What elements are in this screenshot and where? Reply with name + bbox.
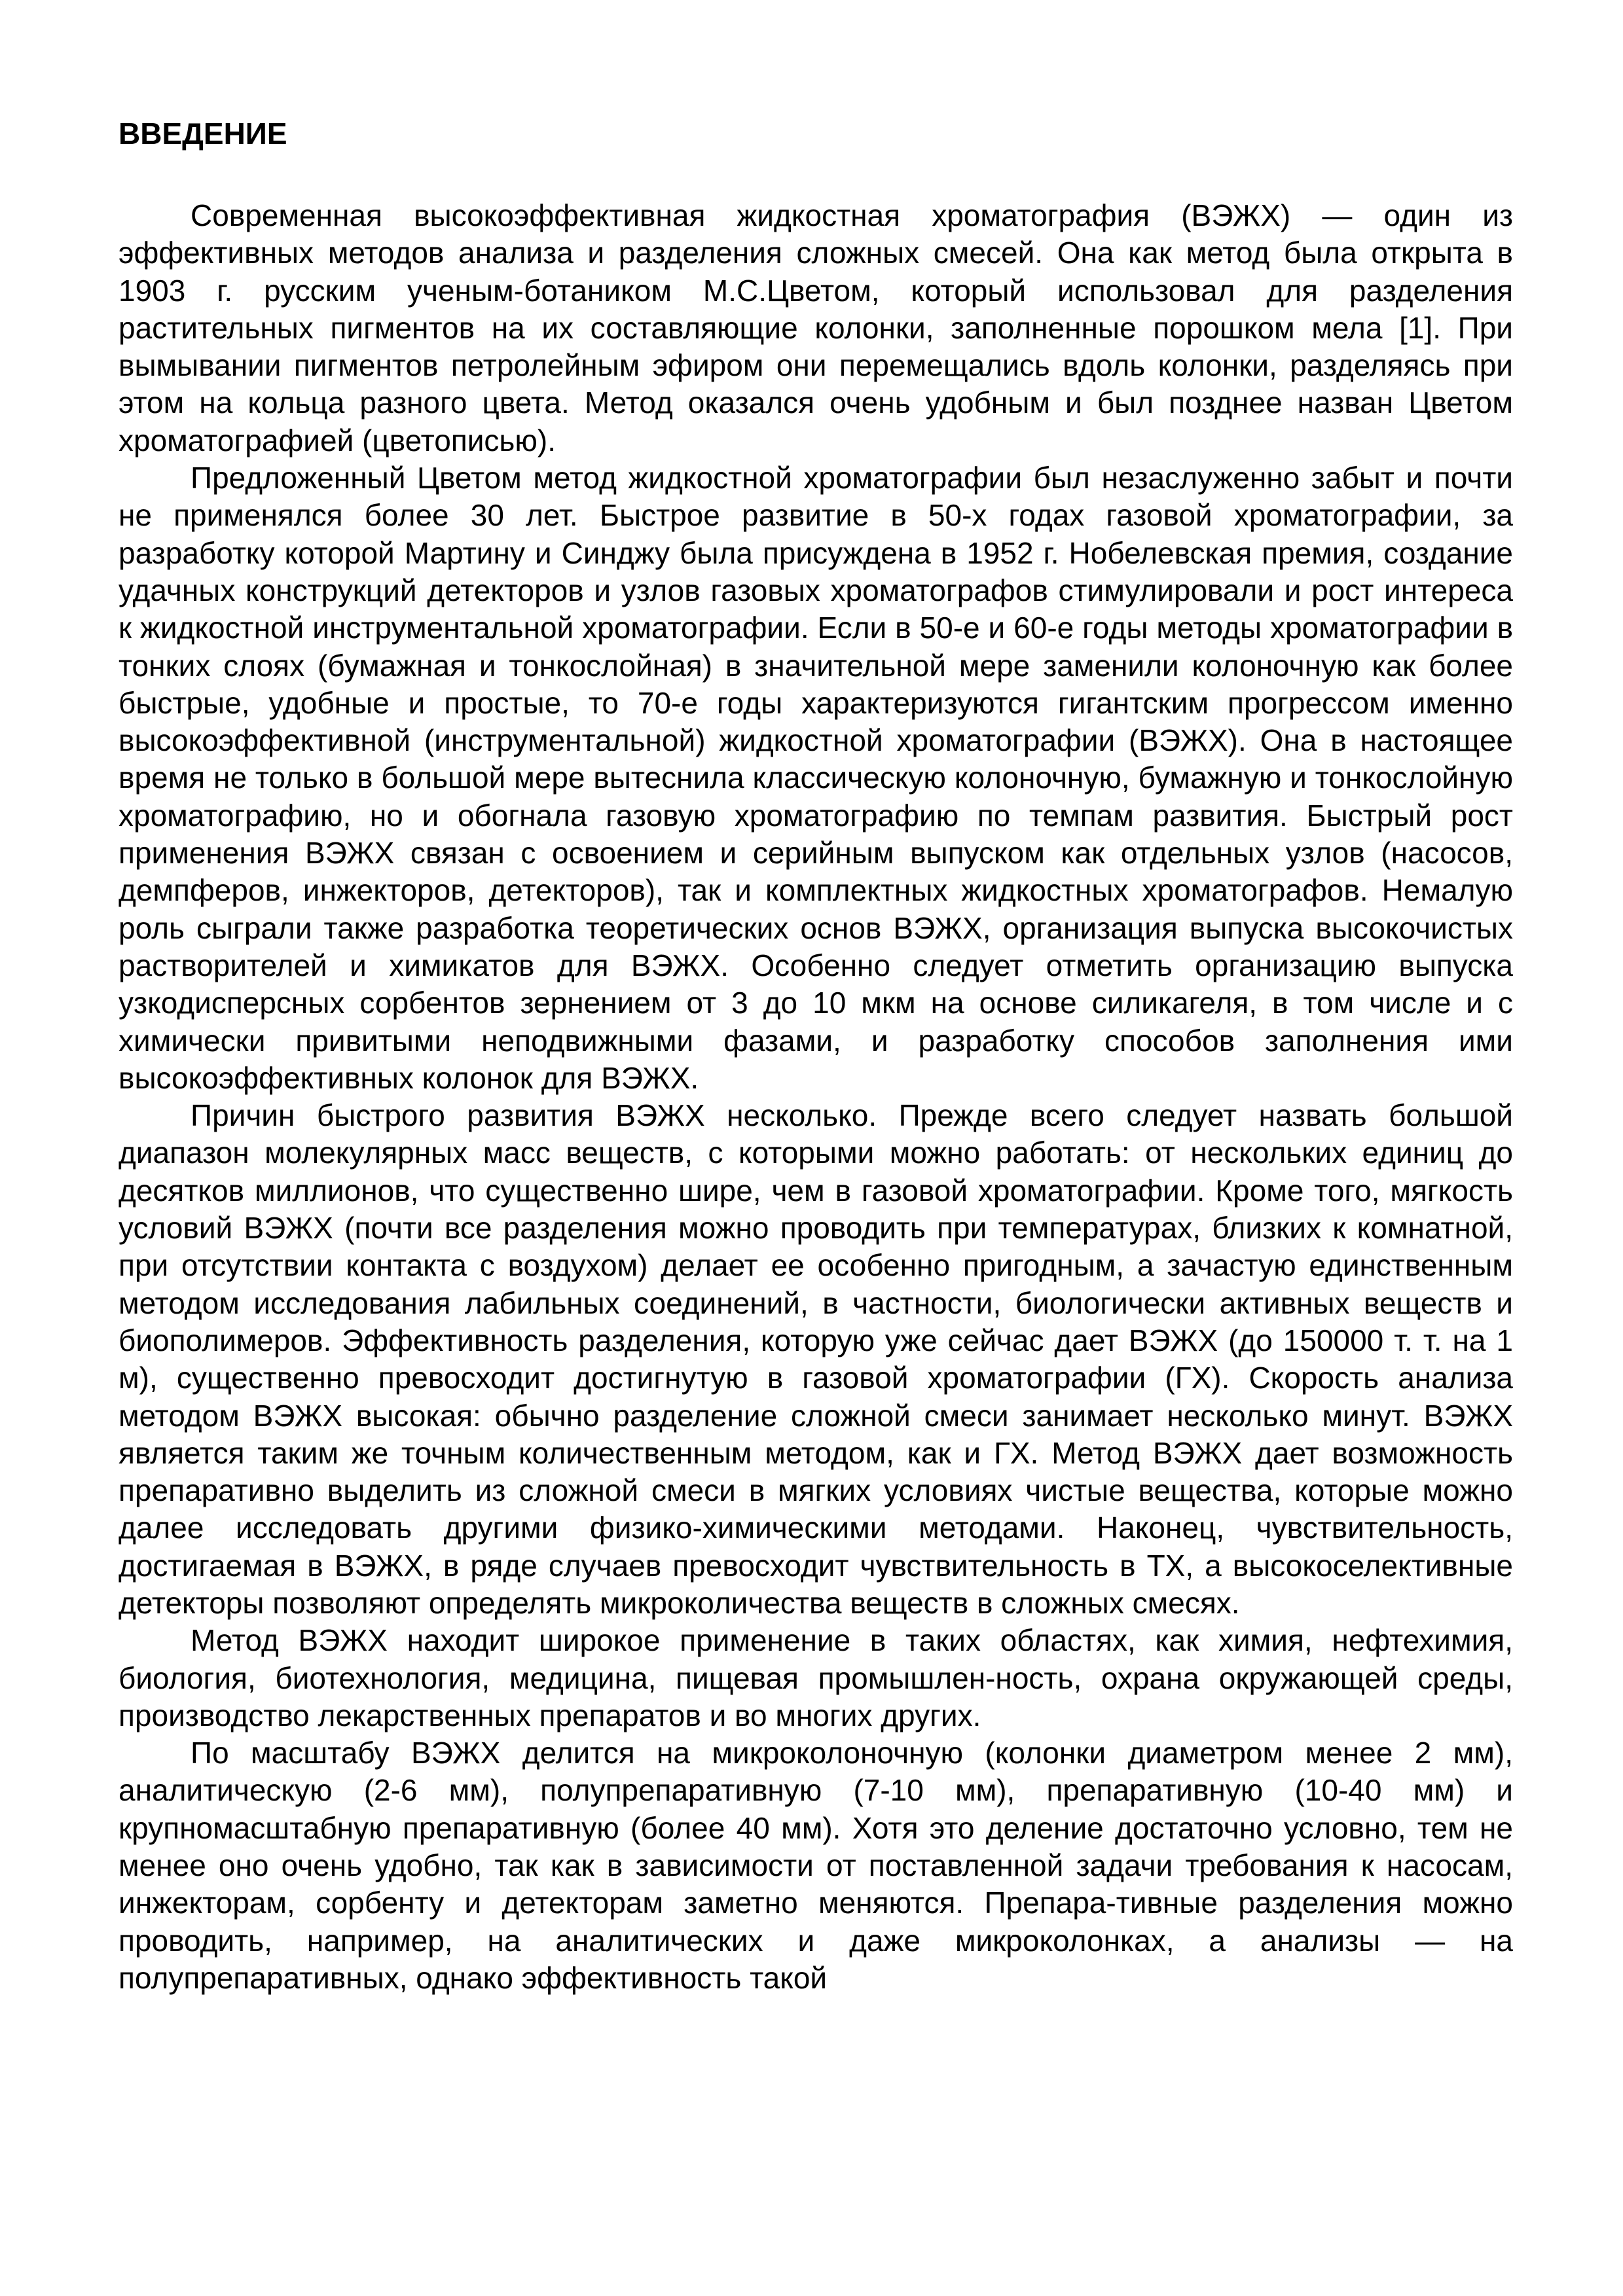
paragraph-advantages: Причин быстрого развития ВЭЖХ несколько. Прежде всего следует назвать большой диапазон молекулярных масс веществ, с которыми можно работать: от нескольких единиц до десятков миллионов, что существенно шире, чем в газовой хроматографии. Кроме того, мягкость условий ВЭЖХ (почти все разделения можно проводить при температурах, близких к комнатной, при отсутствии контакта с воздухом) делает ее особенно пригодным, а зачастую единственным методом исследования лабильных соединений, в частности, биологически активных веществ и биополимеров. Эффективность разделения, которую уже сейчас дает ВЭЖХ (до 150000 т. т. на 1 м), существенно превосходит достигнутую в газовой хроматографии (ГХ). Скорость анализа методом ВЭЖХ высокая: обычно разделение сложной смеси занимает несколько минут. ВЭЖХ является таким же точным количественным методом, как и ГХ. Метод ВЭЖХ дает возможность препаративно выделить из сложной смеси в мягких условиях чистые вещества, которые можно далее исследовать другими физико-химическими методами. Наконец, чувствительность, достигаемая в ВЭЖХ, в ряде случаев превосходит чувствительность в ТХ, а высокоселективные детекторы позволяют определять микроколичества веществ в сложных смесях. <box>119 1098 1513 1620</box>
paragraph-history: Предложенный Цветом метод жидкостной хроматографии был незаслуженно забыт и почти не применялся более 30 лет. Быстрое развитие в 50-х годах газовой хроматографии, за разработку которой Мартину и Синджу была присуждена в 1952 г. Нобелевская премия, создание удачных конструкций детекторов и узлов газовых хроматографов стимулировали и рост интереса к жидкостной инструментальной хроматографии. Если в 50-е и 60-е годы методы хроматографии в тонких слоях (бумажная и тонкослойная) в значительной мере заменили колоночную как более быстрые, удобные и простые, то 70-е годы характеризуются гигантским прогрессом именно высокоэффективной (инструментальной) жидкостной хроматографии (ВЭЖХ). Она в настоящее время не только в большой мере вытеснила классическую колоночную, бумажную и тонкослойную хроматографию, но и обогнала газовую хроматографию по темпам развития. Быстрый рост применения ВЭЖХ связан с освоением и серийным выпуском как отдельных узлов (насосов, демпферов, инжекторов, детекторов), так и комплектных жидкостных хроматографов. Немалую роль сыграли также разработка теоретических основ ВЭЖХ, организация выпуска высокочистых растворителей и химикатов для ВЭЖХ. Особенно следует отметить организацию выпуска узкодисперсных сорбентов зернением от 3 до 10 мкм на основе силикагеля, в том числе и с химически привитыми неподвижными фазами, и разработку способов заполнения ими высокоэффективных колонок для ВЭЖХ. <box>119 461 1513 1095</box>
paragraph-scale: По масштабу ВЭЖХ делится на микроколоночную (колонки диаметром менее 2 мм), аналитическую (2-6 мм), полупрепаративную (7-10 мм), препаративную (10-40 мм) и крупномасштабную препаративную (более 40 мм). Хотя это деление достаточно условно, тем не менее оно очень удобно, так как в зависимости от поставленной задачи требования к насосам, инжекторам, сорбенту и детекторам заметно меняются. Препара-тивные разделения можно проводить, например, на аналитических и даже микроколонках, а анализы — на полупрепаративных, однако эффективность такой <box>119 1736 1513 1995</box>
paragraph-applications: Метод ВЭЖХ находит широкое применение в таких областях, как химия, нефтехимия, биология, биотехнология, медицина, пищевая промышлен-ность, охрана окружающей среды, производство лекарственных препаратов и во многих других. <box>119 1623 1513 1732</box>
section-heading: ВВЕДЕНИЕ <box>119 117 287 151</box>
document-page <box>119 115 1513 1997</box>
paragraph-introduction: Современная высокоэффективная жидкостная хроматография (ВЭЖХ) — один из эффективных методов анализа и разделения сложных смесей. Она как метод была открыта в 1903 г. русским ученым-ботаником М.С.Цветом, который использовал для разделения растительных пигментов на их составляющие колонки, заполненные порошком мела [1]. При вымывании пигментов петролейным эфиром они перемещались вдоль колонки, разделяясь при этом на кольца разного цвета. Метод оказался очень удобным и был позднее назван Цветом хроматографией (цветописью). <box>119 198 1513 457</box>
